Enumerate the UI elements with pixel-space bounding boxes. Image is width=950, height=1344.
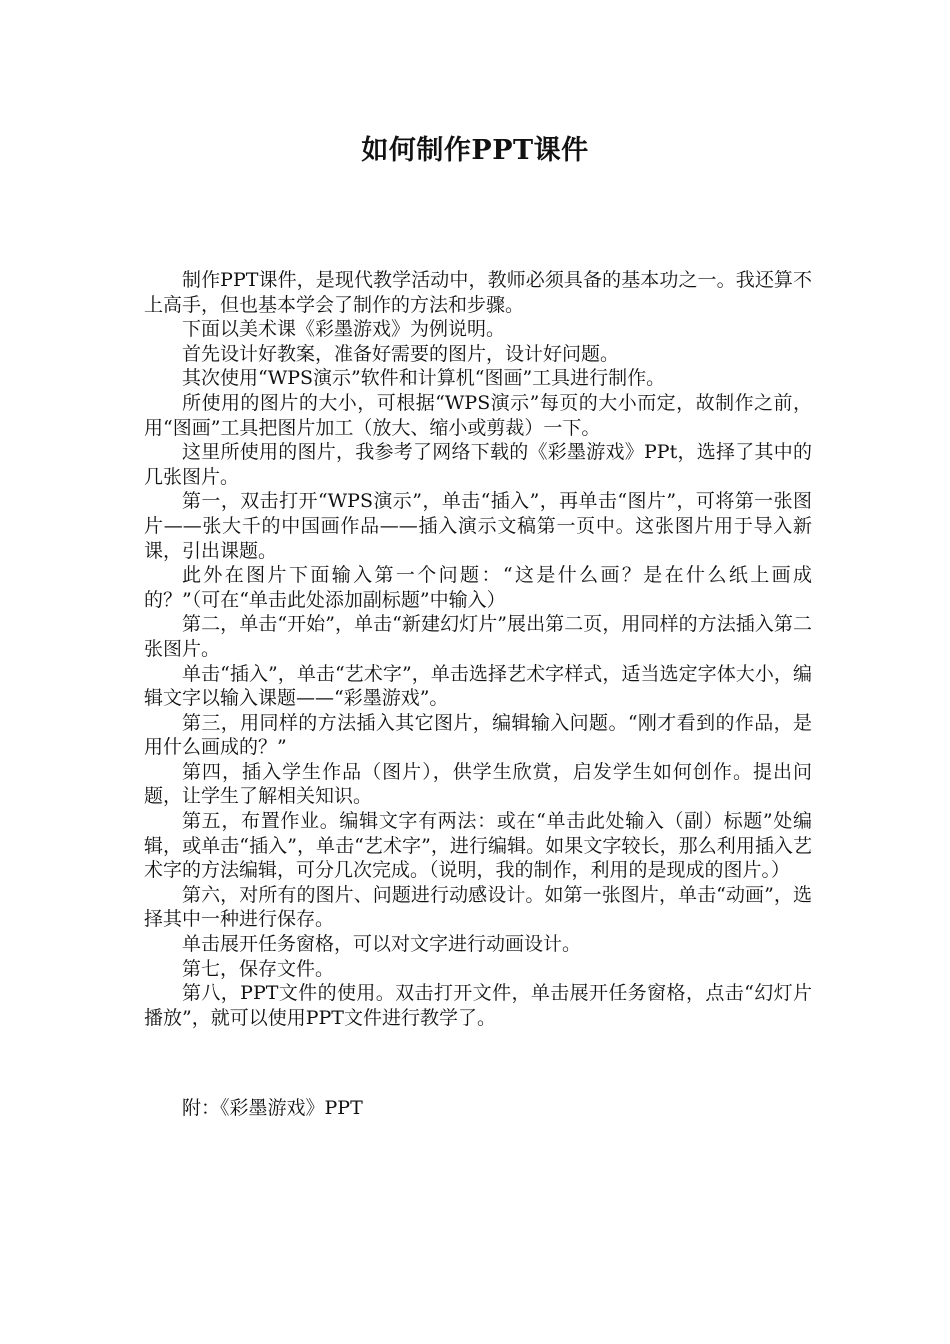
appendix-line: 附：《彩墨游戏》PPT bbox=[182, 1097, 363, 1119]
paragraph: 制作PPT课件，是现代教学活动中，教师必须具备的基本功之一。我还算不上高手，但也基本学会了制作的方法和步骤。 bbox=[144, 269, 812, 316]
paragraph: 第三，用同样的方法插入其它图片，编辑输入问题。“刚才看到的作品，是用什么画成的？” bbox=[144, 711, 812, 759]
paragraph: 此外在图片下面输入第一个问题：“这是什么画？是在什么纸上画成的？”（可在“单击此处添加副标题”中输入） bbox=[144, 564, 812, 611]
paragraph: 第八，PPT文件的使用。双击打开文件，单击展开任务窗格，点击“幻灯片播放”，就可以使用PPT文件进行教学了。 bbox=[144, 982, 812, 1029]
paragraph: 第七，保存文件。 bbox=[182, 957, 335, 980]
paragraph: 第四，插入学生作品（图片），供学生欣赏，启发学生如何创作。提出问题，让学生了解相关知识。 bbox=[144, 760, 812, 808]
paragraph: 单击展开任务窗格，可以对文字进行动画设计。 bbox=[182, 933, 582, 956]
document-body bbox=[144, 268, 812, 1030]
paragraph: 其次使用“WPS演示”软件和计算机“图画”工具进行制作。 bbox=[182, 367, 666, 390]
paragraph: 单击“插入”，单击“艺术字”，单击选择艺术字样式，适当选定字体大小，编辑文字以输入课题——“彩墨游戏”。 bbox=[144, 662, 812, 710]
paragraph: 第五，布置作业。编辑文字有两法：或在“单击此处输入（副）标题”处编辑，或单击“插入”，单击“艺术字”，进行编辑。如果文字较长，那么利用插入艺术字的方法编辑，可分几次完成。（说明，我的制作，利用的是现成的图片。） bbox=[144, 810, 812, 882]
paragraph: 所使用的图片的大小，可根据“WPS演示”每页的大小而定，故制作之前，用“图画”工具把图片加工（放大、缩小或剪裁）一下。 bbox=[144, 391, 812, 439]
document-title: 如何制作PPT课件 bbox=[361, 135, 589, 166]
paragraph: 首先设计好教案，准备好需要的图片，设计好问题。 bbox=[182, 342, 620, 365]
paragraph: 第六，对所有的图片、问题进行动感设计。如第一张图片，单击“动画”，选择其中一种进行保存。 bbox=[144, 883, 812, 931]
paragraph: 第二，单击“开始”，单击“新建幻灯片”展出第二页，用同样的方法插入第二张图片。 bbox=[144, 613, 812, 660]
paragraph: 下面以美术课《彩墨游戏》为例说明。 bbox=[182, 318, 506, 341]
paragraph: 第一，双击打开“WPS演示”，单击“插入”，再单击“图片”，可将第一张图片——张大千的中国画作品——插入演示文稿第一页中。这张图片用于导入新课，引出课题。 bbox=[144, 490, 812, 562]
paragraph: 这里所使用的图片，我参考了网络下载的《彩墨游戏》PPt，选择了其中的几张图片。 bbox=[144, 441, 812, 488]
